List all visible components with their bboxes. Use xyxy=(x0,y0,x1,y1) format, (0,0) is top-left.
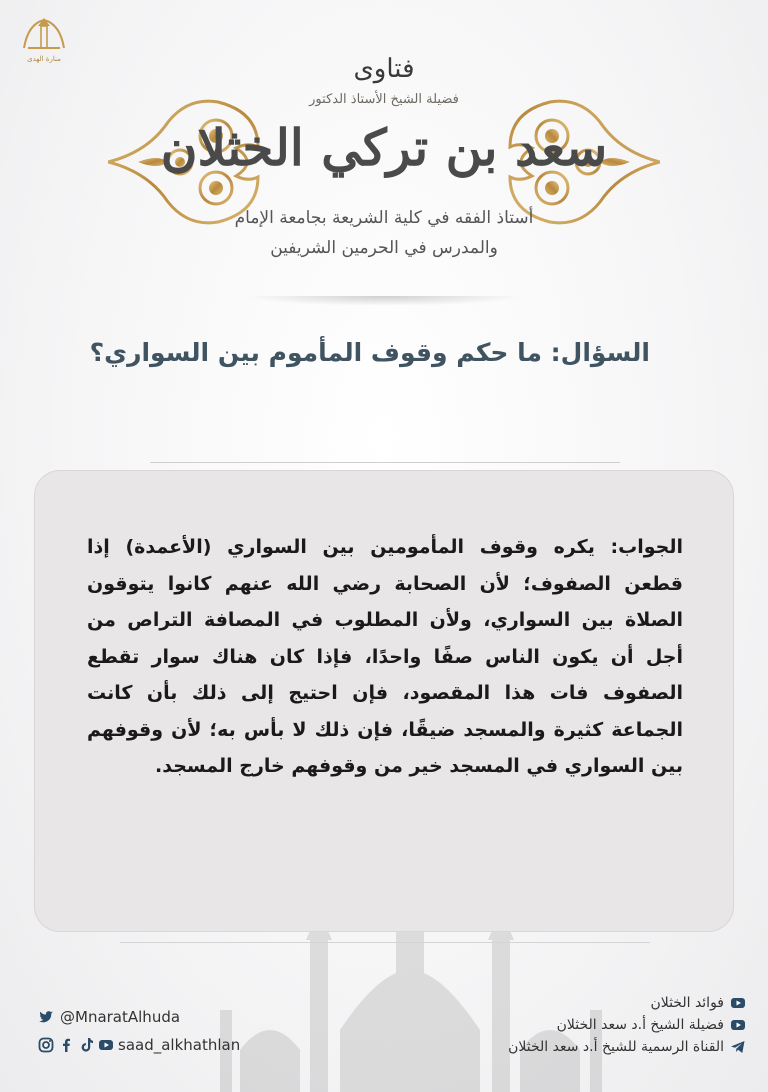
twitter-handle: @MnaratAlhuda xyxy=(60,1008,181,1026)
youtube-icon[interactable] xyxy=(730,1017,746,1033)
youtube-icon[interactable] xyxy=(730,995,746,1011)
social-handle-row[interactable] xyxy=(38,1034,240,1056)
social-handle: saad_alkhathlan xyxy=(118,1036,241,1054)
sheikh-name: سعد بن تركي الخثلان xyxy=(160,118,608,177)
channel-label: فضيلة الشيخ أ.د سعد الخثلان xyxy=(556,1017,724,1033)
header-shadow-divider xyxy=(244,296,524,306)
instagram-icon[interactable] xyxy=(38,1037,54,1053)
divider xyxy=(150,462,620,463)
fatawa-title: فتاوى xyxy=(353,54,415,84)
twitter-icon[interactable] xyxy=(38,1009,54,1025)
answer-text: الجواب: يكره وقوف المأمومين بين السواري (الأعمدة) إذا قطعن الصفوف؛ لأن الصحابة رضي الله عنهم كانوا يتوقون الصلاة بين السواري، ولأن المطلوب في المصافة التراص من أجل أن يكون الناس صفًا واحدًا، فإذا كان هناك سوار تقطع الصفوف فات هذا المقصود، فإن احتيج إلى ذلك بأن كانت الجماعة كثيرة والمسجد ضيقًا، فإن ذلك لا بأس به؛ لأن وقوفهم بين السواري في المسجد خير من وقوفهم خارج المسجد. xyxy=(87,536,683,777)
logo-text: منارة الهدى xyxy=(27,55,61,63)
twitter-handle-row[interactable] xyxy=(38,1006,240,1028)
channel-row[interactable] xyxy=(508,1014,746,1036)
facebook-icon[interactable] xyxy=(58,1037,74,1053)
footer-social-handles xyxy=(38,1006,240,1056)
sheikh-honorific: فضيلة الشيخ الأستاذ الدكتور xyxy=(309,92,459,107)
header xyxy=(0,40,768,290)
divider xyxy=(120,942,650,943)
tiktok-icon[interactable] xyxy=(78,1037,94,1053)
question-heading: السؤال: ما حكم وقوف المأموم بين السواري؟ xyxy=(89,338,650,367)
channel-label: فوائد الخثلان xyxy=(650,995,724,1011)
youtube-icon[interactable] xyxy=(98,1037,114,1053)
sheikh-title-line-1: أستاذ الفقه في كلية الشريعة بجامعة الإمام xyxy=(234,208,534,228)
sheikh-title-line-2: والمدرس في الحرمين الشريفين xyxy=(270,238,498,258)
channel-label: القناة الرسمية للشيخ أ.د سعد الخثلان xyxy=(508,1039,724,1055)
answer-card xyxy=(34,470,734,932)
channel-row[interactable] xyxy=(508,992,746,1014)
telegram-icon[interactable] xyxy=(730,1039,746,1055)
footer-channels xyxy=(508,992,746,1058)
channel-row[interactable] xyxy=(508,1036,746,1058)
